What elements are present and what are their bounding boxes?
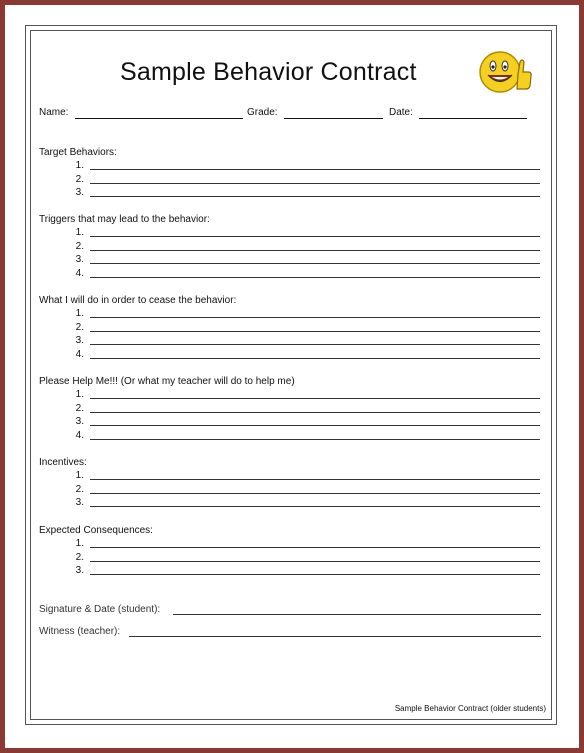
list-item (70, 268, 540, 280)
answer-line[interactable] (90, 183, 540, 184)
footer-caption: Sample Behavior Contract (older students) (394, 704, 546, 713)
date-label: Date: (389, 107, 413, 118)
list-item (70, 322, 540, 334)
item-number: 1. (75, 308, 84, 319)
student-signature-row (39, 604, 541, 618)
student-signature-field[interactable] (173, 614, 541, 615)
section-title: Expected Consequences: (39, 525, 153, 536)
list-item (70, 470, 540, 482)
witness-signature-row (39, 626, 541, 640)
section-title: Please Help Me!!! (Or what my teacher will do to help me) (39, 376, 295, 387)
item-number: 3. (75, 416, 84, 428)
item-number: 4. (75, 267, 84, 279)
name-field[interactable] (75, 118, 243, 119)
name-label: Name: (39, 107, 69, 118)
item-number: 4. (75, 348, 84, 360)
answer-line[interactable] (90, 479, 540, 480)
item-number: 1. (75, 470, 84, 481)
page-title: Sample Behavior Contract (120, 58, 417, 86)
answer-line[interactable] (90, 547, 540, 548)
item-number: 1. (75, 538, 84, 549)
grade-label: Grade: (247, 107, 278, 118)
section-title: What I will do in order to cease the behavior: (39, 295, 237, 306)
answer-line[interactable] (90, 344, 540, 345)
witness-signature-field[interactable] (129, 636, 541, 637)
answer-line[interactable] (90, 358, 540, 359)
answer-line[interactable] (90, 236, 540, 237)
list-item (70, 174, 540, 186)
answer-line[interactable] (90, 493, 540, 494)
list-item (70, 565, 540, 577)
answer-line[interactable] (90, 398, 540, 399)
student-info-row (39, 107, 529, 121)
item-number: 3. (75, 187, 84, 199)
list-item (70, 389, 540, 401)
answer-line[interactable] (90, 331, 540, 332)
grade-field[interactable] (284, 118, 383, 119)
item-number: 1. (75, 160, 84, 171)
answer-line[interactable] (90, 574, 540, 575)
section-title: Incentives: (39, 457, 87, 468)
list-item (70, 308, 540, 320)
list-item (70, 416, 540, 428)
list-item (70, 160, 540, 172)
list-item (70, 497, 540, 509)
answer-line[interactable] (90, 506, 540, 507)
list-item (70, 430, 540, 442)
list-item (70, 484, 540, 496)
witness-signature-label: Witness (teacher): (39, 626, 121, 637)
item-number: 3. (75, 254, 84, 266)
answer-line[interactable] (90, 263, 540, 264)
list-item (70, 335, 540, 347)
item-number: 2. (75, 240, 84, 252)
list-item (70, 187, 540, 199)
answer-line[interactable] (90, 277, 540, 278)
list-item (70, 552, 540, 564)
answer-line[interactable] (90, 425, 540, 426)
list-item (70, 538, 540, 550)
item-number: 2. (75, 173, 84, 185)
answer-line[interactable] (90, 169, 540, 170)
answer-line[interactable] (90, 561, 540, 562)
item-number: 1. (75, 227, 84, 238)
item-number: 3. (75, 565, 84, 577)
answer-line[interactable] (90, 196, 540, 197)
item-number: 2. (75, 551, 84, 563)
answer-line[interactable] (90, 250, 540, 251)
answer-line[interactable] (90, 317, 540, 318)
answer-line[interactable] (90, 412, 540, 413)
student-signature-label: Signature & Date (student): (39, 604, 161, 615)
date-field[interactable] (419, 118, 527, 119)
list-item (70, 227, 540, 239)
list-item (70, 254, 540, 266)
item-number: 2. (75, 483, 84, 495)
answer-line[interactable] (90, 439, 540, 440)
section-title: Triggers that may lead to the behavior: (39, 214, 210, 225)
item-number: 2. (75, 321, 84, 333)
section-title: Target Behaviors: (39, 147, 117, 158)
list-item (70, 403, 540, 415)
item-number: 3. (75, 335, 84, 347)
list-item (70, 241, 540, 253)
smiley-thumbs-up-icon (474, 44, 534, 100)
item-number: 4. (75, 429, 84, 441)
item-number: 3. (75, 497, 84, 509)
list-item (70, 349, 540, 361)
item-number: 2. (75, 402, 84, 414)
item-number: 1. (75, 389, 84, 400)
